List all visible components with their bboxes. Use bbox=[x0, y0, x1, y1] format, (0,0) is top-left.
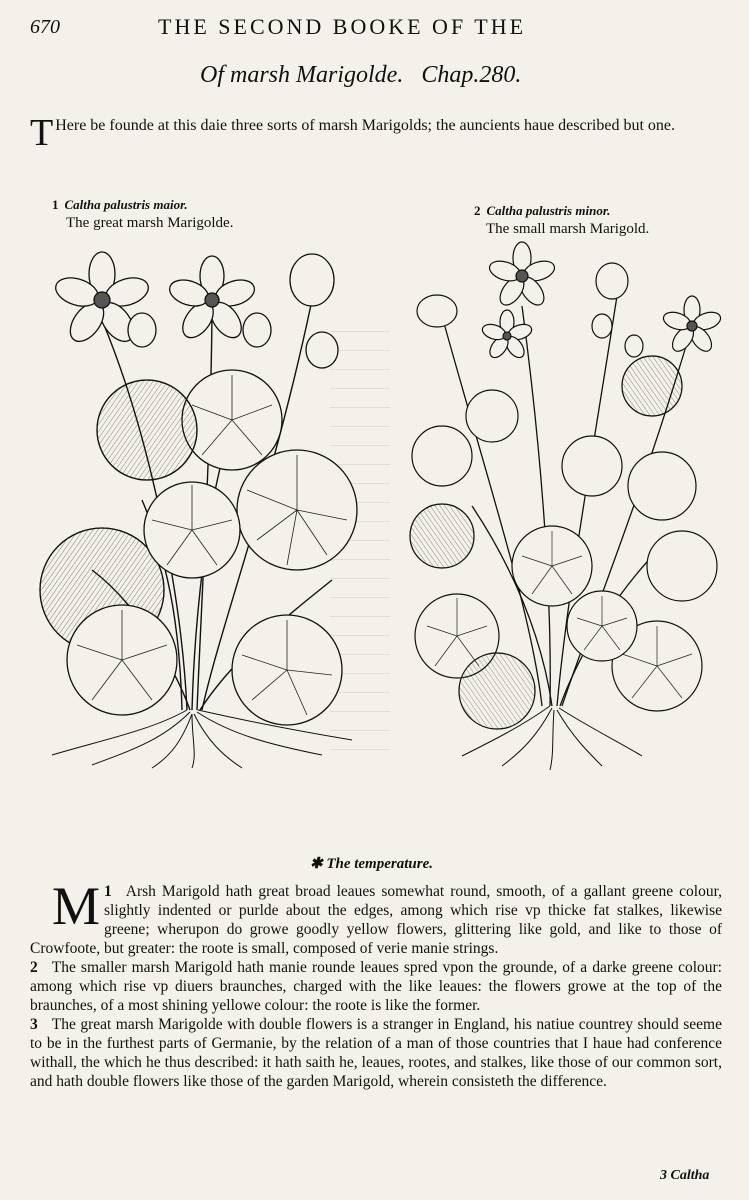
paragraph-drop-cap: M bbox=[52, 876, 101, 936]
woodcut-small-marsh-marigold bbox=[402, 236, 724, 774]
figure-caption-2 bbox=[474, 202, 649, 238]
figure-number: 1 bbox=[52, 197, 59, 212]
figure-common-name: The great marsh Marigolde. bbox=[66, 215, 234, 231]
figure-number: 2 bbox=[474, 203, 481, 218]
section-heading-temperature: ✱ The temperature. bbox=[310, 856, 433, 872]
paragraph-number: 1 bbox=[104, 883, 112, 900]
figure-caption-1 bbox=[52, 196, 233, 232]
intro-paragraph bbox=[30, 112, 730, 154]
paragraph-number: 3 bbox=[30, 1016, 38, 1033]
paragraph-2 bbox=[30, 958, 722, 1015]
paragraph-text: The smaller marsh Marigold hath manie rounde leaues spred vpon the grounde, of a darke greene colour: among which rise vp diuers braunches, charged with the like leaues: the flowers growe at the top of the braunches, of a most shining yellowe colour: the roote is like the former. bbox=[30, 959, 722, 1014]
paragraph-1 bbox=[30, 876, 722, 958]
intro-drop-cap: T bbox=[30, 112, 54, 154]
intro-text: Here be founde at this daie three sorts of marsh Marigolds; the auncients haue described but one. bbox=[55, 117, 676, 134]
figure-latin-name: Caltha palustris minor. bbox=[486, 203, 611, 218]
paragraph-3 bbox=[30, 1015, 722, 1091]
figure-latin-name: Caltha palustris maior. bbox=[64, 197, 188, 212]
figure-common-name: The small marsh Marigold. bbox=[486, 221, 650, 237]
page-number: 670 bbox=[30, 16, 60, 38]
paragraph-text: Arsh Marigold hath great broad leaues somewhat round, smooth, of a gallant greene colour, slightly indented or purlde about the edges, among which rise vp thicke fat stalkes, likewise greene; wherupon do growe goodly yellow flowers, glittering like gold, and like to those of Crowfoote, but greater: the roote is small, composed of verie manie strings. bbox=[30, 883, 722, 957]
chapter-number: Chap.280. bbox=[421, 62, 522, 88]
chapter-heading bbox=[200, 62, 521, 89]
paragraph-number: 2 bbox=[30, 959, 38, 976]
chapter-title: Of marsh Marigolde. bbox=[200, 62, 404, 88]
paragraph-text: The great marsh Marigolde with double flowers is a stranger in England, his natiue countrey should seeme to be in the furthest parts of Germanie, by the relation of a man of those countries that I haue had conference withall, the which he thus described: it hath saith he, leaues, rootes, and stalkes, like those of our common sort, and hath double flowers like those of the garden Marigold, wherein consisteth the difference. bbox=[30, 1016, 722, 1090]
description-text bbox=[30, 876, 722, 1091]
running-title: THE SECOND BOOKE OF THE bbox=[158, 14, 527, 39]
woodcut-great-marsh-marigold bbox=[32, 240, 362, 770]
catchword: 3 Caltha bbox=[660, 1168, 710, 1183]
